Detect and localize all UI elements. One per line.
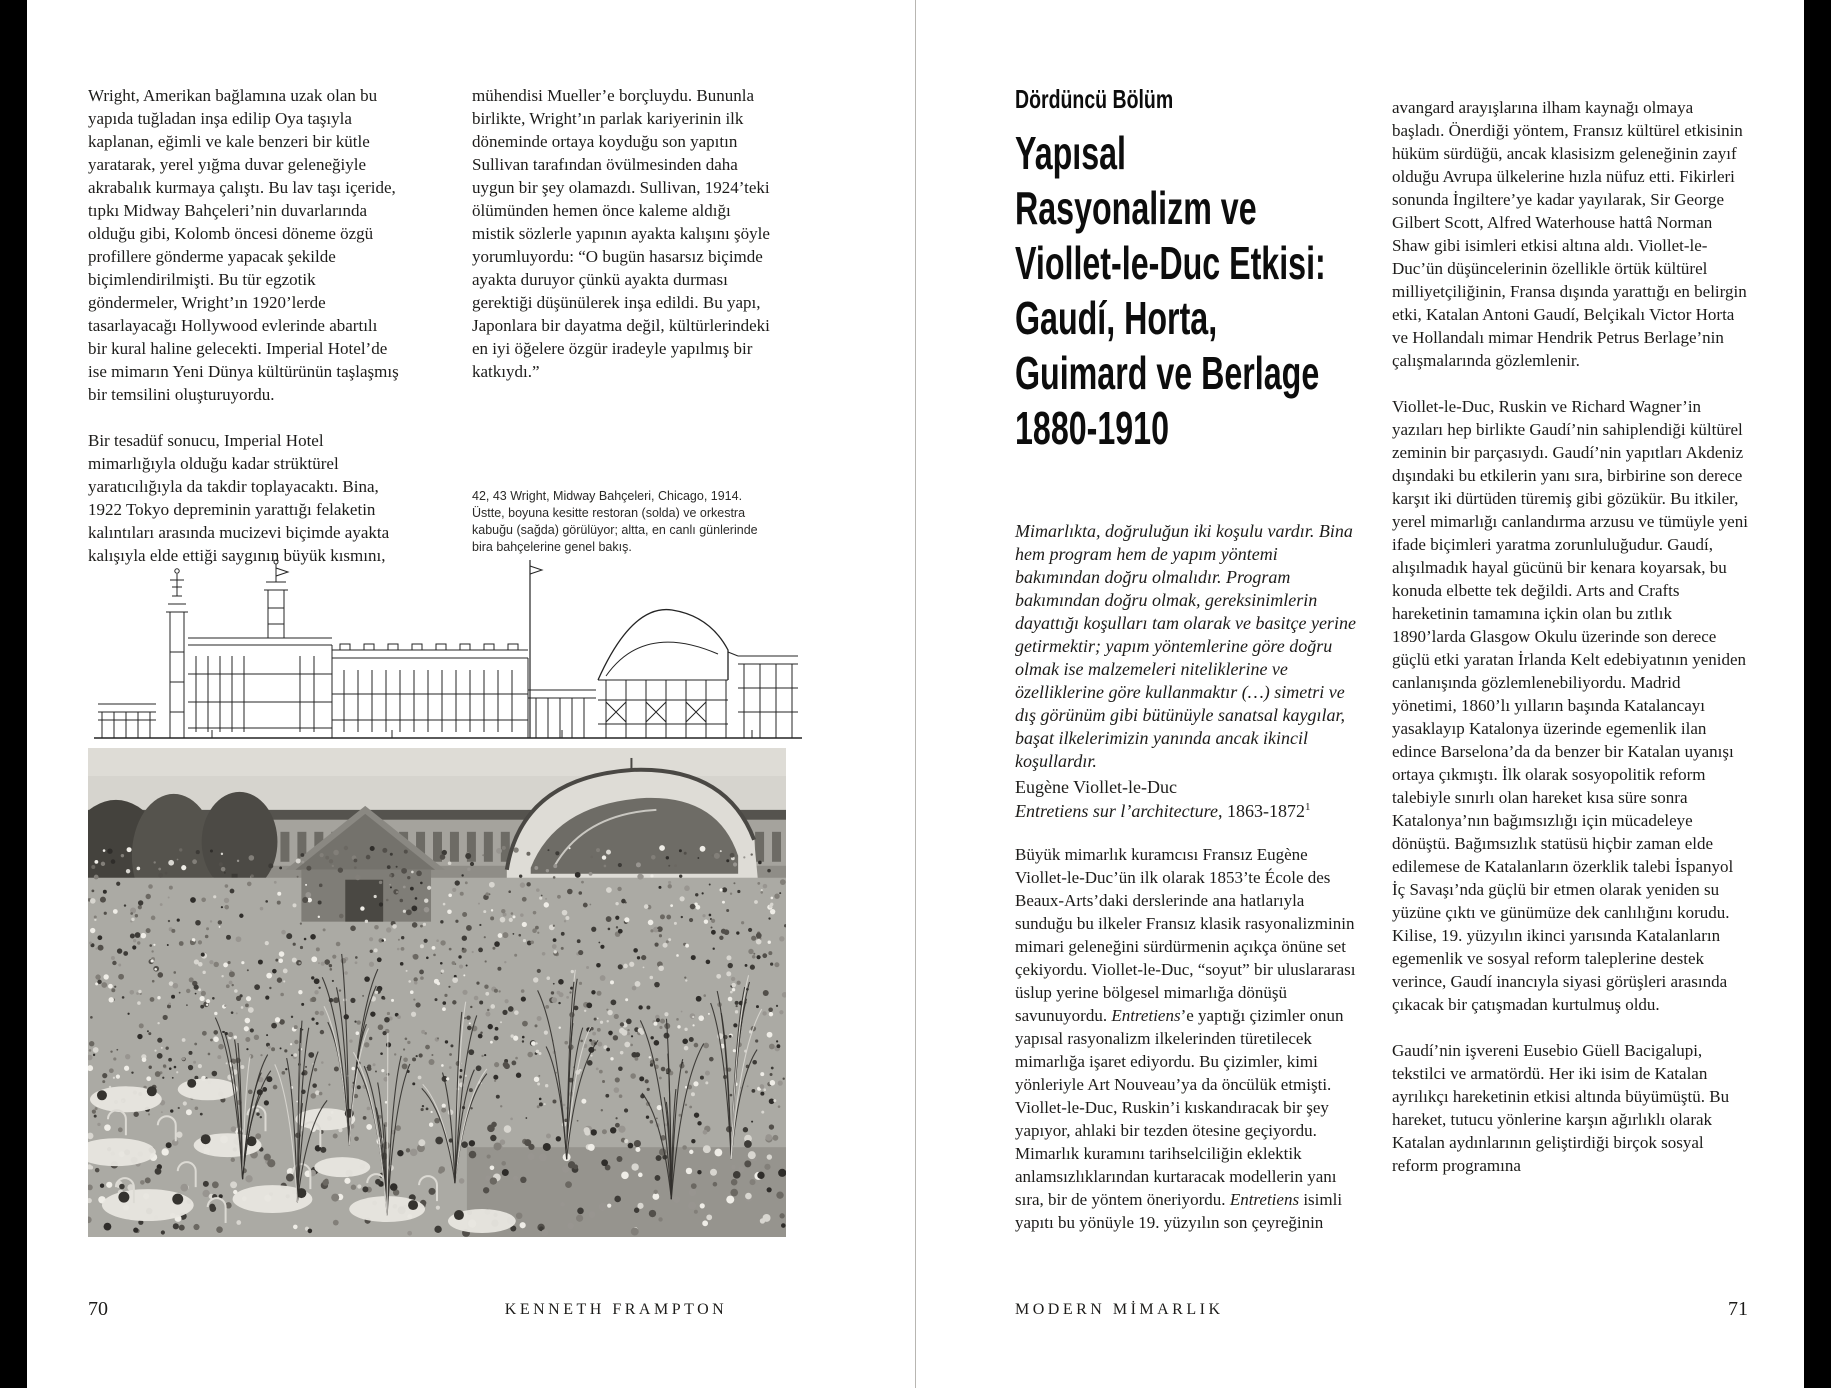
chapter-title-line: Rasyonalizm ve [1015, 182, 1257, 234]
right-page-column-2 [1392, 96, 1748, 1281]
chapter-title-line: Viollet-le-Duc Etkisi: [1015, 237, 1326, 289]
attribution-work-line [1015, 799, 1310, 823]
running-title-book: MODERN MİMARLIK [1015, 1301, 1224, 1318]
body-paragraph: Büyük mimarlık kuramcısı Fransız Eugène Viollet-le-Duc’ün ilk olarak 1853’te École des Beaux-Arts’daki derslerinde ana hatlarıyla sunduğu bu ilkeler Fransız klasik rasyonalizminin mimari geleneğini sürdürmenin açıkça önüne set çekiyordu. Viollet-le-Duc, “soyut” bir uluslararası üslup yerine bölgesel mimarlığa dönüşü savunuyordu. Entretiens’e yaptığı çizimler onun yapısal rasyonalizm ilkelerinden türetilecek mimarlığa işaret ediyordu. Bu çizimler, kimi yönleriyle Art Nouveau’ya da öncülük etmişti. Viollet-le-Duc, Ruskin’i kıskandıracak bir şey yapıyor, ahlaki bir tezden ötesine geçiyordu. Mimarlık kuramını tarihselciliğin eklektik anlamsızlıklarından kurtaracak modellerin yanı sıra, bir de yöntem öneriyordu. Entretiens isimli yapıtı bu yönüyle 19. yüzyılın son çeyreğinin [1015, 845, 1356, 1232]
running-title-author: KENNETH FRAMPTON [504, 1301, 728, 1318]
chapter-kicker: Dördüncü Bölüm [1015, 84, 1174, 114]
attribution-work-title: Entretiens sur l’architecture [1015, 801, 1218, 821]
epigraph: Mimarlıkta, doğruluğun iki koşulu vardır. Bina hem program hem de yapım yöntemi bakımından doğru olmalıdır. Program bakımından doğru olmak, gereksinimlerin dayattığı koşulları tam olarak ve basitçe yerine getirmektir; yapım yöntemlerine göre doğru olmak ise malzemeleri niteliklerine ve özelliklerine göre kullanmaktır (…) simetri ve dış görünüm gibi bütünüyle sanatsal kaygılar, başat ilkelerimizin yanında ancak ikincil koşullardır. [1015, 521, 1356, 771]
body-paragraph: Viollet-le-Duc, Ruskin ve Richard Wagner’in yazıları hep birlikte Gaudí’nin sahiplendiği kültürel zeminin bir parçasıydı. Gaudí’nin yapıtları Akdeniz dışındaki bu etkilerin yanı sıra, birbirine son derece karşıt iki dürtüden türemiş gibi gözükür. Bu itkiler, yerel mimarlığı canlandırma arzusu ve tümüyle yeni ifade biçimleri yaratma zorunluluğudur. Gaudí, alışılmadık hayal gücünü bir kenara koyarsak, bu konuda elbette tek değildi. Arts and Crafts hareketinin tamamına içkin olan bu zıtlık 1890’larda Glasgow Okulu üzerinde son derece güçlü etki yaratan İrlanda Kelt edebiyatının yeniden canlanışında gözlemlenebiliyordu. Madrid yönetimi, 1860’lı yılların başında Katalancayı yasaklayıp Katalonya üzerinde egemenlik ilan edince Barselona’da da benzer bir Katalan uyanışı ortaya çıkmıştı. İlk olarak sosyopolitik reform talebiyle sınırlı olan hareket kısa süre sonra Katalonya’nın bağımsızlığı için mücadeleye dönüştü. Bağımsızlık statüsü hiçbir zaman elde edilemese de Katalanların özerklik talebi İspanyol İç Savaşı’nda güçlü bir etmen olarak yeniden su yüzüne çıktı ve günümüze dek canlılığını korudu. Kilise, 19. yüzyılın ikinci yarısında Katalanların egemenlik ve sosyal reform taleplerine destek verince, Gaudí inancıyla siyasi görüşleri arasında çıkacak bir çatışmadan kurtulmuş oldu. [1392, 397, 1748, 1014]
body-paragraph: mühendisi Mueller’e borçluydu. Bununla birlikte, Wright’ın parlak kariyerinin ilk döneminde ortaya koyduğu son yapıtın Sullivan tarafından övülmesinden daha uygun bir şey olamazdı. Sullivan, 1924’teki ölümünden hemen önce kaleme aldığı mistik sözlerle yapının ayakta kalışını şöyle yorumluyordu: “O bugün hasarsız biçimde ayakta duruyor çünkü ayakta durması gerektiği düşünülerek inşa edildi. Bu yapı, Japonlara bir dayatma değil, kültürlerindeki en iyi öğelere özgür iradeyle yapılmış bir katkıydı.” [472, 86, 770, 381]
page-number-71: 71 [1728, 1298, 1748, 1320]
chapter-title [1015, 126, 1326, 456]
epigraph-attribution [1015, 775, 1310, 823]
chapter-title-line: 1880-1910 [1015, 402, 1169, 454]
chapter-title-line: Gaudí, Horta, [1015, 292, 1218, 344]
page-number-70: 70 [88, 1298, 108, 1320]
body-paragraph: Bir tesadüf sonucu, Imperial Hotel mimarlığıyla olduğu kadar strüktürel yaratıcılığıyla da takdir toplayacaktı. Bina, 1922 Tokyo depreminin yarattığı felaketin kalıntıları arasında mucizevi biçimde ayakta kalışıyla elde ettiği saygının büyük kısmını, [88, 431, 390, 565]
right-page-column-1 [1015, 843, 1360, 1257]
attribution-name: Eugène Viollet-le-Duc [1015, 777, 1178, 797]
attribution-footnote-marker: 1 [1304, 801, 1311, 813]
attribution-dates: , 1863-1872 [1217, 801, 1305, 821]
body-paragraph: Wright, Amerikan bağlamına uzak olan bu yapıda tuğladan inşa edilip Oya taşıyla kaplanan, eğimli ve kale benzeri bir kütle yaratarak, yerel yığma duvar geleneğiyle akrabalık kurmaya çalıştı. Bu lav taşı içeride, tıpkı Midway Bahçeleri’nin duvarlarında olduğu gibi, Kolomb öncesi döneme özgü profillere gönderme yapacak şekilde biçimlendirilmişti. Bu tür egzotik göndermeler, Wright’ın 1920’lerde tasarlayacağı Hollywood evlerinde abartılı bir kural haline gelecekti. Imperial Hotel’de ise mimarın Yeni Dünya kültürünün taşlaşmış bir temsilini oluşturuyordu. [88, 86, 399, 404]
figure-caption: 42, 43 Wright, Midway Bahçeleri, Chicago, 1914. Üstte, boyuna kesitte restoran (solda) ve orkestra kabuğu (sağda) görülüyor; altta, en canlı günlerinde bira bahçelerine genel bakış. [472, 489, 758, 554]
chapter-title-line: Yapısal [1015, 127, 1126, 179]
body-paragraph: Gaudí’nin işvereni Eusebio Güell Bacigalupi, tekstilci ve armatördü. Her iki isim de Katalan ayrılıkçı hareketinin etkisi altında büyümüştü. Bu hareket, tutucu yönlerine karşın ağırlıklı olarak Katalan aydınlarının geliştirdiği birçok sosyal reform programına [1392, 1041, 1730, 1175]
chapter-title-line: Guimard ve Berlage [1015, 347, 1320, 399]
body-paragraph: avangard arayışlarına ilham kaynağı olmaya başladı. Önerdiği yöntem, Fransız kültürel etkisinin hüküm sürdüğü, ancak klasisizm geleneğinin zayıf olduğu Avrupa ülkelerine hızla nüfuz etti. Fikirleri sonunda İngiltere’ye kadar yayılarak, Sir George Gilbert Scott, Alfred Waterhouse hattâ Norman Shaw gibi isimleri etkisi altına aldı. Viollet-le-Duc’ün düşüncelerinin özellikle örtük kültürel milliyetçiliğinin, Fransa dışında yarattığı en belirgin etki, Katalan Antoni Gaudí, Belçikalı Victor Horta ve Hollandalı mimar Hendrik Petrus Berlage’nin çalışmalarında gözlemlenir. [1392, 98, 1747, 370]
